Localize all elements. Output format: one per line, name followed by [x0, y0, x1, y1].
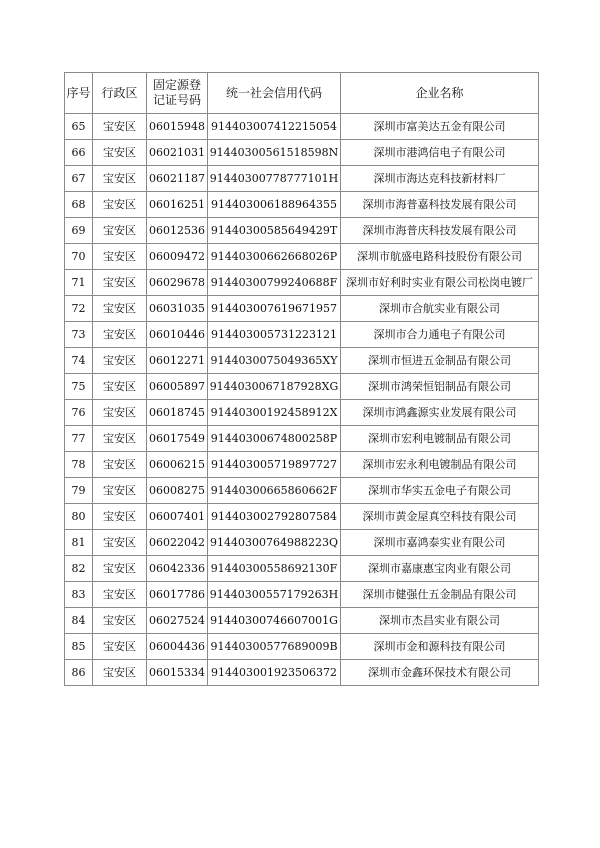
cell-district: 宝安区 — [93, 218, 147, 244]
table-row — [65, 140, 539, 166]
cell-reg-no: 06021187 — [147, 166, 208, 192]
registration-table — [64, 72, 539, 686]
table-row — [65, 478, 539, 504]
cell-reg-no: 06010446 — [147, 322, 208, 348]
table-row — [65, 556, 539, 582]
cell-reg-no: 06042336 — [147, 556, 208, 582]
table-row — [65, 452, 539, 478]
cell-seq: 84 — [65, 608, 93, 634]
cell-company: 深圳市金鑫环保技术有限公司 — [341, 660, 539, 686]
cell-company: 深圳市合力通电子有限公司 — [341, 322, 539, 348]
cell-reg-no: 06006215 — [147, 452, 208, 478]
header-credit-code: 统一社会信用代码 — [208, 73, 341, 114]
cell-district: 宝安区 — [93, 192, 147, 218]
cell-reg-no: 06008275 — [147, 478, 208, 504]
cell-credit-code: 91440300662668026P — [208, 244, 341, 270]
table-row — [65, 530, 539, 556]
cell-company: 深圳市鸿荣恒铝制品有限公司 — [341, 374, 539, 400]
cell-credit-code: 9144030075049365XY — [208, 348, 341, 374]
cell-company: 深圳市黄金屋真空科技有限公司 — [341, 504, 539, 530]
cell-district: 宝安区 — [93, 400, 147, 426]
header-row — [65, 73, 539, 114]
table-row — [65, 244, 539, 270]
cell-seq: 69 — [65, 218, 93, 244]
cell-company: 深圳市华实五金电子有限公司 — [341, 478, 539, 504]
cell-company: 深圳市海达克科技新材料厂 — [341, 166, 539, 192]
cell-seq: 82 — [65, 556, 93, 582]
cell-district: 宝安区 — [93, 244, 147, 270]
cell-seq: 76 — [65, 400, 93, 426]
cell-district: 宝安区 — [93, 296, 147, 322]
cell-seq: 68 — [65, 192, 93, 218]
cell-seq: 79 — [65, 478, 93, 504]
table-row — [65, 608, 539, 634]
cell-district: 宝安区 — [93, 556, 147, 582]
cell-reg-no: 06017549 — [147, 426, 208, 452]
cell-district: 宝安区 — [93, 348, 147, 374]
cell-reg-no: 06022042 — [147, 530, 208, 556]
cell-seq: 73 — [65, 322, 93, 348]
cell-company: 深圳市富美达五金有限公司 — [341, 114, 539, 140]
cell-seq: 70 — [65, 244, 93, 270]
cell-credit-code: 9144030067187928XG — [208, 374, 341, 400]
cell-credit-code: 91440300764988223Q — [208, 530, 341, 556]
header-company: 企业名称 — [341, 73, 539, 114]
cell-company: 深圳市鸿鑫源实业发展有限公司 — [341, 400, 539, 426]
cell-company: 深圳市嘉鸿泰实业有限公司 — [341, 530, 539, 556]
cell-credit-code: 914403001923506372 — [208, 660, 341, 686]
cell-company: 深圳市宏利电镀制品有限公司 — [341, 426, 539, 452]
cell-company: 深圳市金和源科技有限公司 — [341, 634, 539, 660]
cell-district: 宝安区 — [93, 582, 147, 608]
cell-credit-code: 914403006188964355 — [208, 192, 341, 218]
cell-credit-code: 914403005731223121 — [208, 322, 341, 348]
table-row — [65, 426, 539, 452]
cell-reg-no: 06015334 — [147, 660, 208, 686]
cell-company: 深圳市航盛电路科技股份有限公司 — [341, 244, 539, 270]
cell-company: 深圳市海普庆科技发展有限公司 — [341, 218, 539, 244]
table-row — [65, 582, 539, 608]
cell-district: 宝安区 — [93, 322, 147, 348]
cell-credit-code: 91440300585649429T — [208, 218, 341, 244]
table-row — [65, 296, 539, 322]
cell-seq: 80 — [65, 504, 93, 530]
table-row — [65, 166, 539, 192]
cell-credit-code: 91440300558692130F — [208, 556, 341, 582]
cell-credit-code: 91440300778777101H — [208, 166, 341, 192]
table-row — [65, 270, 539, 296]
cell-district: 宝安区 — [93, 374, 147, 400]
cell-company: 深圳市好利时实业有限公司松岗电镀厂 — [341, 270, 539, 296]
cell-company: 深圳市恒进五金制品有限公司 — [341, 348, 539, 374]
table-row — [65, 374, 539, 400]
cell-district: 宝安区 — [93, 530, 147, 556]
cell-reg-no: 06012536 — [147, 218, 208, 244]
table-row — [65, 634, 539, 660]
cell-seq: 83 — [65, 582, 93, 608]
table-row — [65, 400, 539, 426]
cell-reg-no: 06005897 — [147, 374, 208, 400]
cell-credit-code: 91440300557179263H — [208, 582, 341, 608]
cell-credit-code: 91440300674800258P — [208, 426, 341, 452]
cell-seq: 72 — [65, 296, 93, 322]
table-row — [65, 660, 539, 686]
table-row — [65, 114, 539, 140]
cell-company: 深圳市杰昌实业有限公司 — [341, 608, 539, 634]
cell-company: 深圳市海普嘉科技发展有限公司 — [341, 192, 539, 218]
cell-reg-no: 06021031 — [147, 140, 208, 166]
cell-district: 宝安区 — [93, 608, 147, 634]
table-row — [65, 322, 539, 348]
cell-credit-code: 91440300192458912X — [208, 400, 341, 426]
cell-reg-no: 06027524 — [147, 608, 208, 634]
cell-reg-no: 06007401 — [147, 504, 208, 530]
cell-seq: 65 — [65, 114, 93, 140]
cell-credit-code: 91440300665860662F — [208, 478, 341, 504]
cell-seq: 71 — [65, 270, 93, 296]
cell-reg-no: 06017786 — [147, 582, 208, 608]
cell-company: 深圳市健强仕五金制品有限公司 — [341, 582, 539, 608]
cell-seq: 78 — [65, 452, 93, 478]
cell-reg-no: 06004436 — [147, 634, 208, 660]
header-reg-no: 固定源登记证号码 — [147, 73, 208, 114]
cell-company: 深圳市嘉康惠宝肉业有限公司 — [341, 556, 539, 582]
cell-seq: 77 — [65, 426, 93, 452]
cell-district: 宝安区 — [93, 114, 147, 140]
cell-seq: 86 — [65, 660, 93, 686]
cell-district: 宝安区 — [93, 166, 147, 192]
cell-district: 宝安区 — [93, 452, 147, 478]
cell-seq: 81 — [65, 530, 93, 556]
cell-credit-code: 914403007619671957 — [208, 296, 341, 322]
cell-reg-no: 06031035 — [147, 296, 208, 322]
cell-reg-no: 06012271 — [147, 348, 208, 374]
cell-district: 宝安区 — [93, 478, 147, 504]
cell-credit-code: 91440300746607001G — [208, 608, 341, 634]
cell-reg-no: 06016251 — [147, 192, 208, 218]
cell-credit-code: 91440300577689009B — [208, 634, 341, 660]
table-row — [65, 348, 539, 374]
cell-district: 宝安区 — [93, 426, 147, 452]
cell-credit-code: 91440300799240688F — [208, 270, 341, 296]
cell-reg-no: 06018745 — [147, 400, 208, 426]
cell-seq: 74 — [65, 348, 93, 374]
cell-district: 宝安区 — [93, 504, 147, 530]
cell-credit-code: 91440300561518598N — [208, 140, 341, 166]
cell-district: 宝安区 — [93, 634, 147, 660]
header-district: 行政区 — [93, 73, 147, 114]
cell-company: 深圳市港鸿信电子有限公司 — [341, 140, 539, 166]
cell-seq: 75 — [65, 374, 93, 400]
cell-reg-no: 06009472 — [147, 244, 208, 270]
cell-company: 深圳市宏永利电镀制品有限公司 — [341, 452, 539, 478]
cell-reg-no: 06029678 — [147, 270, 208, 296]
cell-reg-no: 06015948 — [147, 114, 208, 140]
cell-district: 宝安区 — [93, 270, 147, 296]
cell-district: 宝安区 — [93, 660, 147, 686]
cell-credit-code: 914403002792807584 — [208, 504, 341, 530]
cell-credit-code: 914403005719897727 — [208, 452, 341, 478]
cell-seq: 85 — [65, 634, 93, 660]
cell-seq: 66 — [65, 140, 93, 166]
table-row — [65, 504, 539, 530]
table-row — [65, 218, 539, 244]
table-row — [65, 192, 539, 218]
cell-district: 宝安区 — [93, 140, 147, 166]
cell-company: 深圳市合航实业有限公司 — [341, 296, 539, 322]
cell-credit-code: 914403007412215054 — [208, 114, 341, 140]
header-seq: 序号 — [65, 73, 93, 114]
cell-seq: 67 — [65, 166, 93, 192]
